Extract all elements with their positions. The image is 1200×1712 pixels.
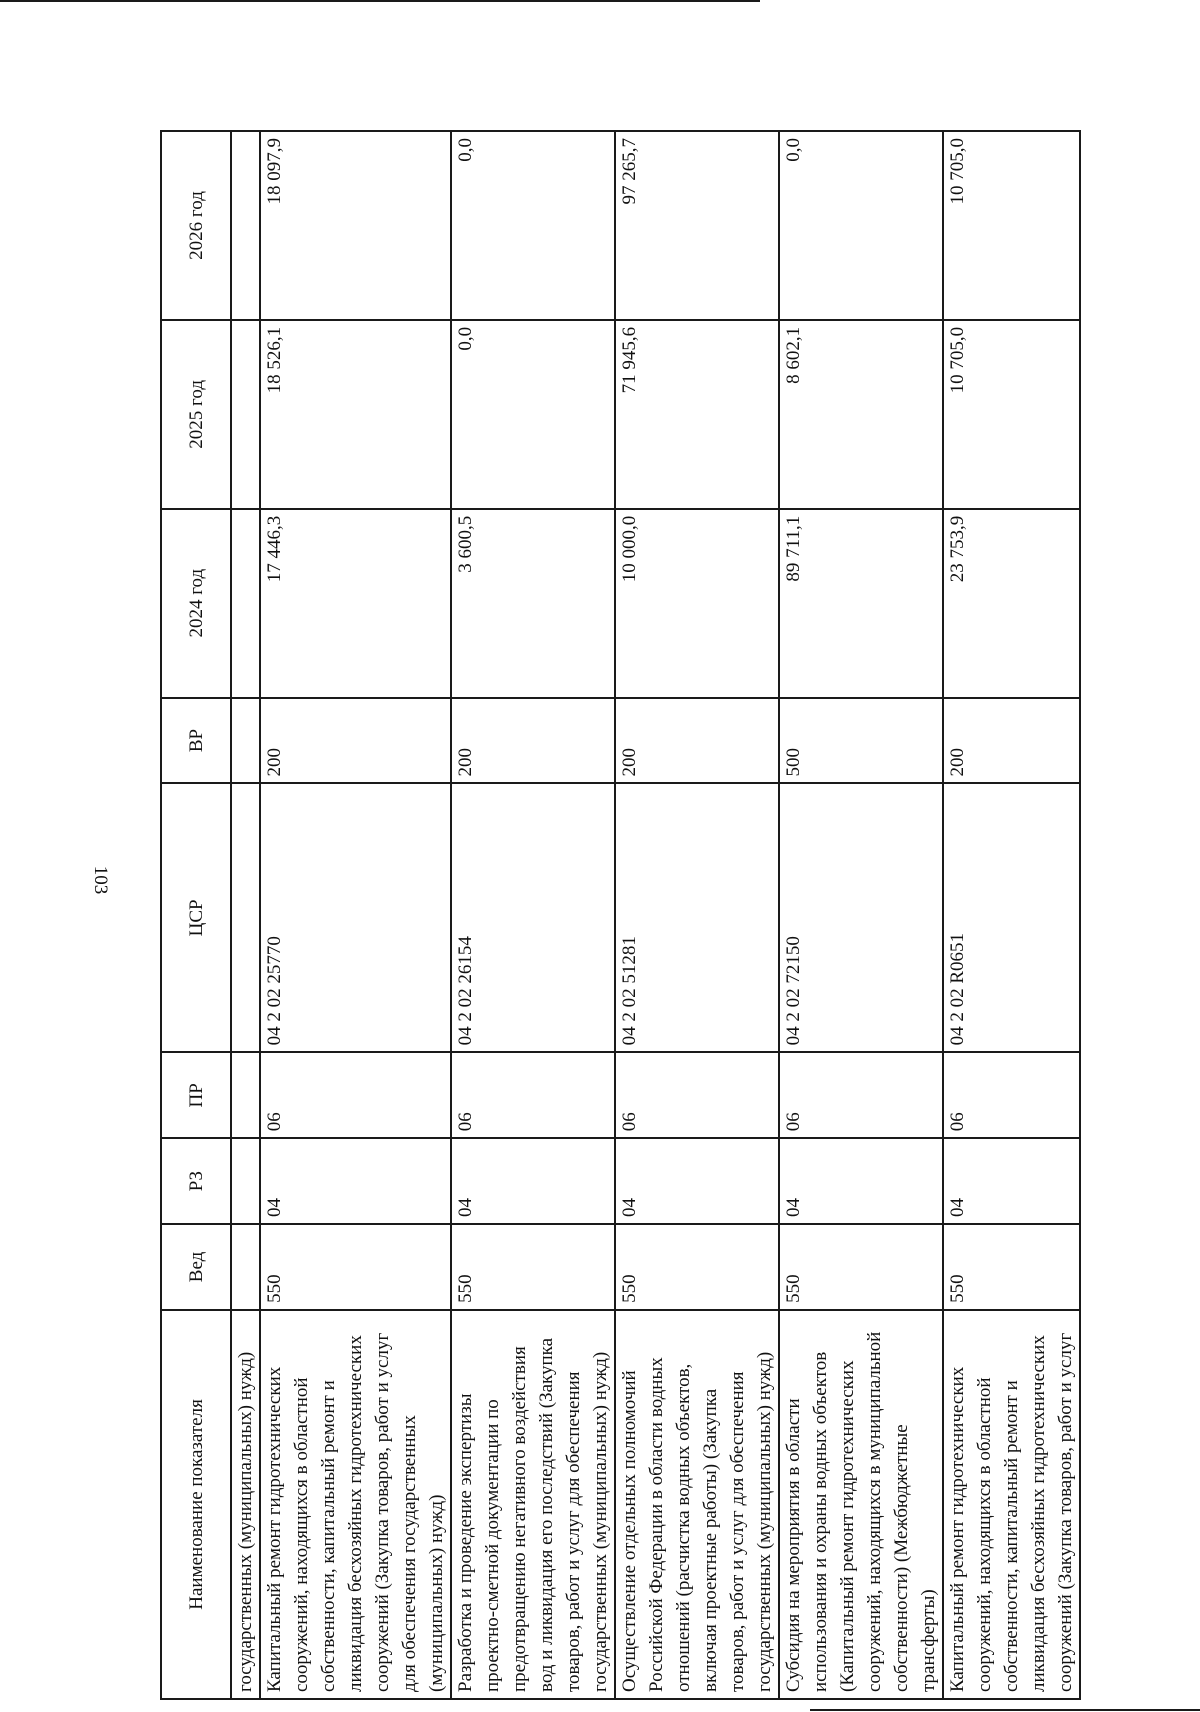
budget-table-frame — [160, 130, 1076, 1700]
cell-2024: 89 711,1 — [779, 509, 943, 698]
cell-vr: 200 — [943, 698, 1080, 784]
table-header-row — [161, 131, 231, 1699]
cell-2024 — [231, 509, 260, 698]
cell-csr — [231, 783, 260, 1052]
cell-name: Разработка и проведение экспертизы проектно-сметной документации по предотвращению негативного воздействия вод и ликвидация его последствий (Закупка товаров, работ и услуг для обеспечения государственных (муниципальных) нужд) — [451, 1310, 615, 1699]
cell-vr: 200 — [260, 698, 451, 784]
cell-name: Капитальный ремонт гидротехнических сооружений, находящихся в областной собственности, капитальный ремонт и ликвидация бесхозяйных гидротехнических сооружений (Закупка товаров, работ и услуг — [943, 1310, 1080, 1699]
cell-2024: 23 753,9 — [943, 509, 1080, 698]
budget-table — [160, 130, 1081, 1700]
cell-2025: 0,0 — [451, 320, 615, 509]
cell-2026: 10 705,0 — [943, 131, 1080, 320]
table-row — [615, 131, 779, 1699]
cell-pr: 06 — [615, 1052, 779, 1138]
cell-rz: 04 — [615, 1138, 779, 1224]
header-csr: ЦСР — [161, 783, 231, 1052]
cell-csr: 04 2 02 72150 — [779, 783, 943, 1052]
cell-name: Осуществление отдельных полномочий Российской Федерации в области водных отношений (расчистка водных объектов, включая проектные работы) (Закупка товаров, работ и услуг для обеспечения государственных (муниципальных) нужд) — [615, 1310, 779, 1699]
cell-2025: 18 526,1 — [260, 320, 451, 509]
cell-2026: 97 265,7 — [615, 131, 779, 320]
cell-2025 — [231, 320, 260, 509]
header-pr: ПР — [161, 1052, 231, 1138]
cell-pr — [231, 1052, 260, 1138]
cell-name: Субсидия на мероприятия в области использования и охраны водных объектов (Капитальный ремонт гидротехнических сооружений, находящихся в муниципальной собственности) (Межбюджетные трансферты) — [779, 1310, 943, 1699]
cell-name: государственных (муниципальных) нужд) — [231, 1310, 260, 1699]
bottom-scan-line — [810, 1709, 1200, 1711]
cell-ved: 550 — [451, 1224, 615, 1310]
cell-rz: 04 — [943, 1138, 1080, 1224]
cell-rz: 04 — [260, 1138, 451, 1224]
cell-csr: 04 2 02 26154 — [451, 783, 615, 1052]
cell-ved — [231, 1224, 260, 1310]
table-row — [260, 131, 451, 1699]
header-ved: Вед — [161, 1224, 231, 1310]
cell-2025: 8 602,1 — [779, 320, 943, 509]
cell-ved: 550 — [943, 1224, 1080, 1310]
header-name: Наименование показателя — [161, 1310, 231, 1699]
cell-rz: 04 — [779, 1138, 943, 1224]
cell-pr: 06 — [779, 1052, 943, 1138]
header-2026: 2026 год — [161, 131, 231, 320]
cell-vr: 200 — [615, 698, 779, 784]
cell-vr: 500 — [779, 698, 943, 784]
cell-csr: 04 2 02 51281 — [615, 783, 779, 1052]
cell-rz — [231, 1138, 260, 1224]
table-row — [943, 131, 1080, 1699]
cell-2024: 17 446,3 — [260, 509, 451, 698]
cell-vr: 200 — [451, 698, 615, 784]
cell-ved: 550 — [779, 1224, 943, 1310]
cell-2025: 71 945,6 — [615, 320, 779, 509]
cell-csr: 04 2 02 R0651 — [943, 783, 1080, 1052]
top-scan-line — [0, 0, 760, 2]
cell-pr: 06 — [451, 1052, 615, 1138]
cell-2026: 0,0 — [451, 131, 615, 320]
cell-2026 — [231, 131, 260, 320]
cell-csr: 04 2 02 25770 — [260, 783, 451, 1052]
cell-ved: 550 — [260, 1224, 451, 1310]
header-2024: 2024 год — [161, 509, 231, 698]
cell-name: Капитальный ремонт гидротехнических сооружений, находящихся в областной собственности, капитальный ремонт и ликвидация бесхозяйных гидротехнических сооружений (Закупка товаров, работ и услуг для обеспечения государственных (муниципальных) нужд) — [260, 1310, 451, 1699]
header-vr: ВР — [161, 698, 231, 784]
table-row — [779, 131, 943, 1699]
cell-vr — [231, 698, 260, 784]
cell-2024: 3 600,5 — [451, 509, 615, 698]
cell-pr: 06 — [943, 1052, 1080, 1138]
cell-2026: 18 097,9 — [260, 131, 451, 320]
cell-2025: 10 705,0 — [943, 320, 1080, 509]
cell-2024: 10 000,0 — [615, 509, 779, 698]
header-2025: 2025 год — [161, 320, 231, 509]
header-rz: РЗ — [161, 1138, 231, 1224]
cell-pr: 06 — [260, 1052, 451, 1138]
table-row — [451, 131, 615, 1699]
table-row-continuation — [231, 131, 260, 1699]
cell-2026: 0,0 — [779, 131, 943, 320]
cell-ved: 550 — [615, 1224, 779, 1310]
page-number: 103 — [90, 865, 111, 895]
cell-rz: 04 — [451, 1138, 615, 1224]
